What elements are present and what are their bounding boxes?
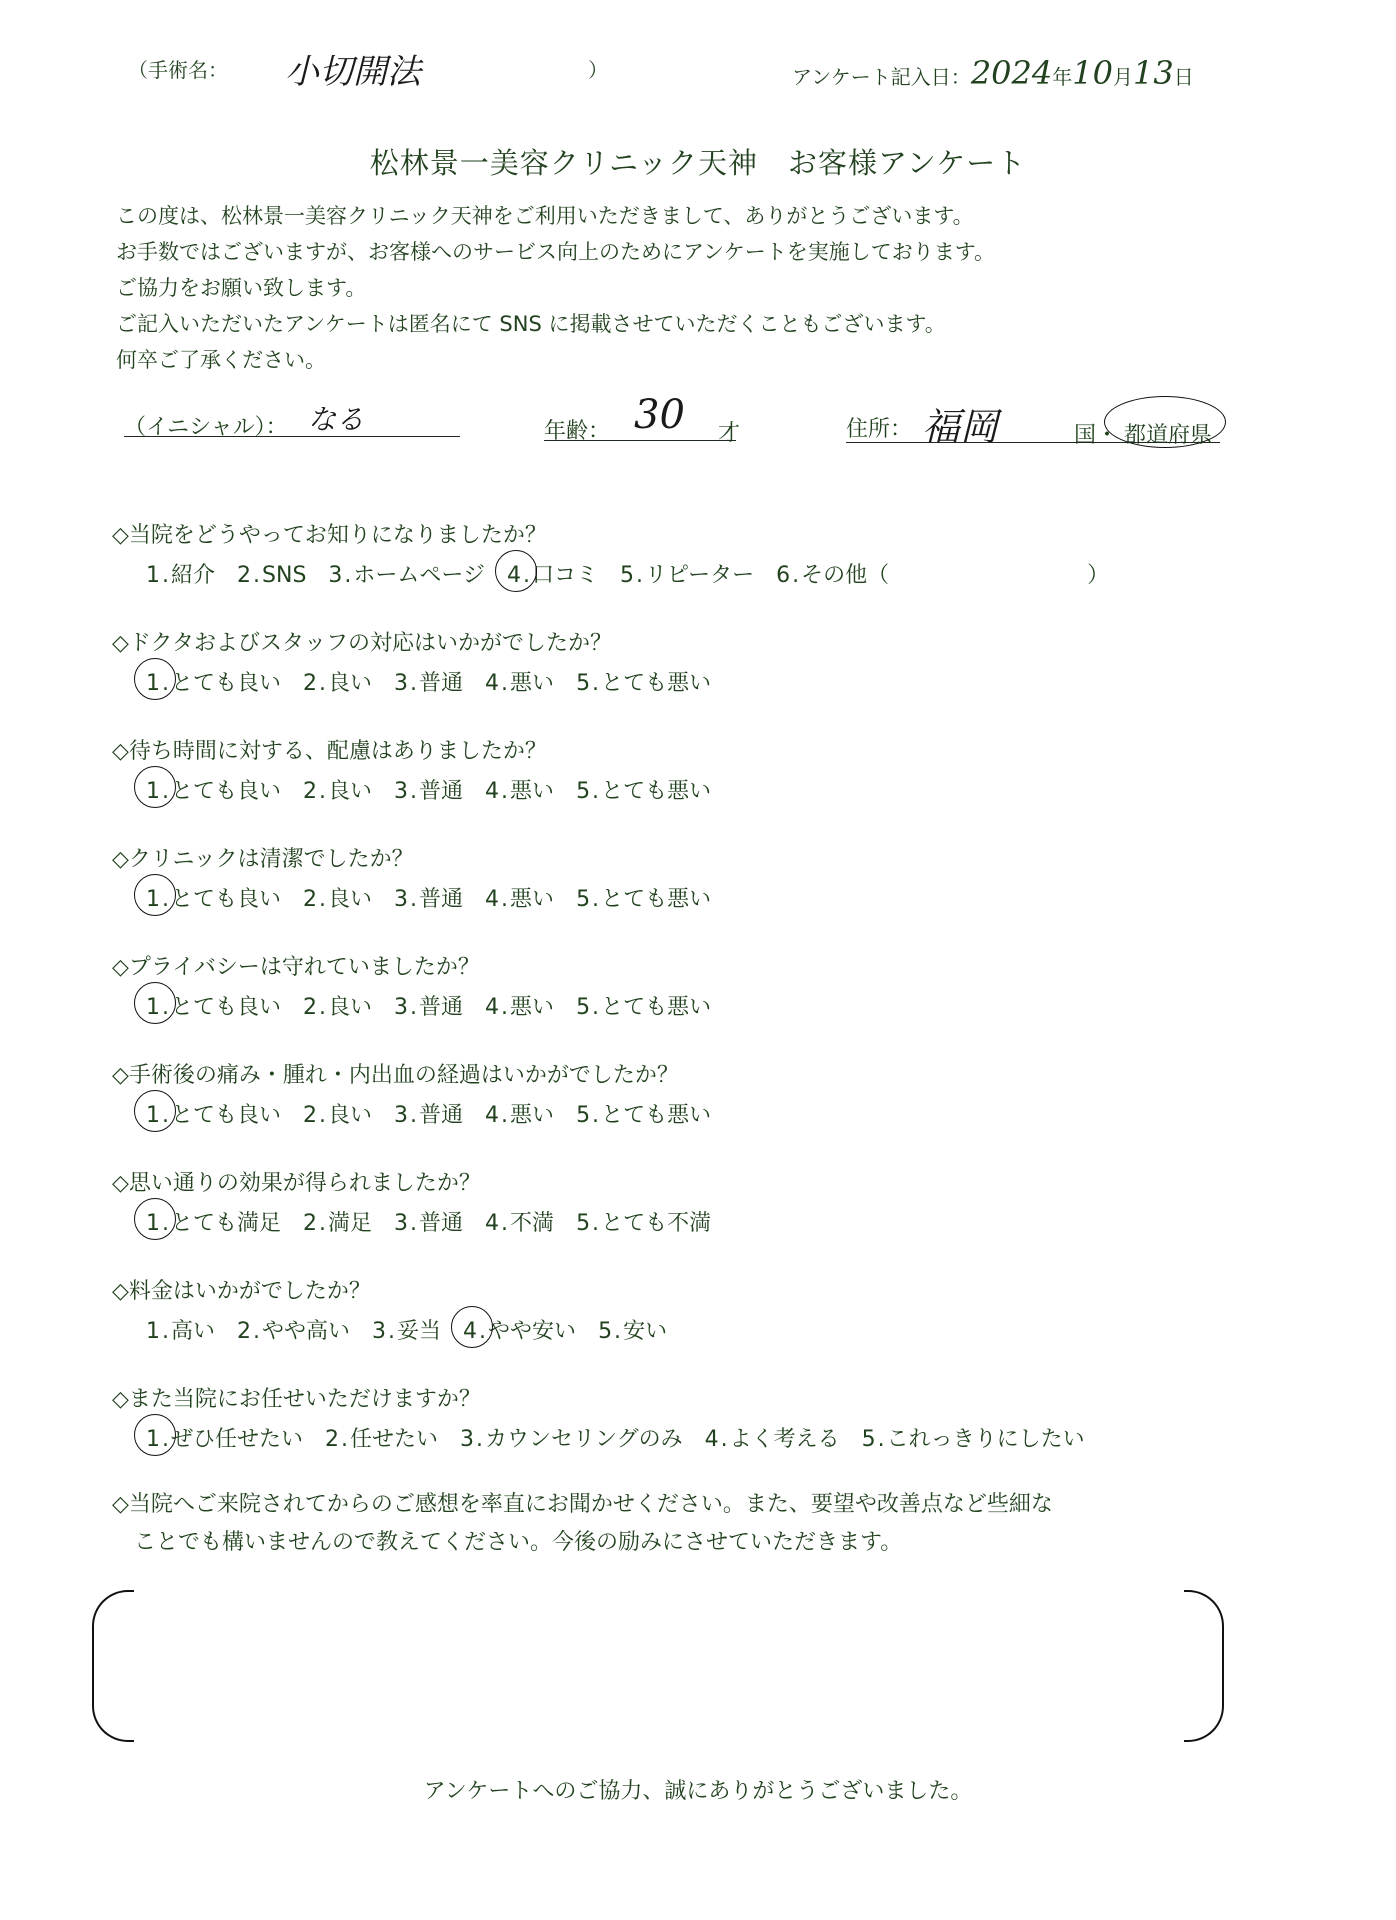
answer-option-label: 悪い [510, 1103, 555, 1128]
answer-option-number: 2. [303, 671, 329, 696]
answer-option-number: 1. [146, 779, 171, 804]
answer-option-label: 良い [328, 887, 373, 912]
answer-option[interactable] [303, 666, 372, 697]
answer-options [146, 1206, 733, 1237]
answer-option-label: 普通 [419, 779, 464, 804]
answer-option-label: とても良い [171, 1103, 282, 1128]
answer-option-label: 普通 [419, 1211, 464, 1236]
selected-answer-circle [134, 874, 176, 916]
question-text: ◇プライバシーは守れていましたか？ [112, 955, 480, 980]
answer-options [146, 774, 733, 805]
answer-option-number: 4. [704, 1427, 730, 1452]
answer-option-label: 良い [328, 995, 373, 1020]
answer-option-number: 1. [146, 1319, 171, 1344]
answer-option-label: カウンセリングのみ [485, 1427, 683, 1452]
thank-you-message: アンケートへのご協力、誠にありがとうございました。 [423, 1779, 973, 1804]
answer-option[interactable] [325, 1422, 438, 1453]
age-label: 年齢： [544, 419, 611, 444]
answer-option-label: 悪い [510, 779, 555, 804]
address-option-country[interactable]: 国・ [1074, 423, 1119, 448]
answer-option-label: とても悪い [601, 995, 712, 1020]
answer-option-number: 5. [576, 779, 602, 804]
intro-line: 何卒ご了承ください。 [116, 348, 326, 372]
question-text: ◇待ち時間に対する、配慮はありましたか？ [112, 739, 547, 764]
selected-answer-circle [134, 766, 176, 808]
answer-option-number: 1. [146, 887, 171, 912]
answer-option[interactable] [372, 1314, 441, 1345]
question-text: ◇当院をどうやってお知りになりましたか？ [112, 523, 547, 548]
answer-option[interactable] [146, 1206, 281, 1237]
answer-option-label: やや高い [262, 1319, 351, 1344]
question-2 [112, 626, 733, 697]
question-text: ◇また当院にお任せいただけますか？ [112, 1387, 481, 1412]
selected-answer-circle [134, 658, 176, 700]
answer-option-label: やや安い [488, 1319, 577, 1344]
answer-option-number: 4. [485, 1211, 511, 1236]
comment-box-left-bracket [92, 1590, 134, 1742]
answer-option-number: 4. [506, 563, 532, 588]
answer-option-label: とても良い [171, 779, 282, 804]
answer-option-label: とても良い [171, 995, 282, 1020]
answer-option-number: 3. [372, 1319, 398, 1344]
answer-option-number: 5. [576, 1103, 602, 1128]
answer-option[interactable] [576, 666, 711, 697]
selected-answer-circle [134, 982, 176, 1024]
answer-option[interactable] [146, 1098, 281, 1129]
intro-line: この度は、松林景一美容クリニック天神をご利用いただきまして、ありがとうございます。 [116, 204, 974, 228]
answer-option-label: 良い [328, 1103, 373, 1128]
question-text: ◇料金はいかがでしたか？ [112, 1279, 371, 1304]
answer-option[interactable] [328, 558, 485, 589]
answer-option-number: 1. [146, 1103, 171, 1128]
surgery-name-label: （手術名： [128, 58, 228, 82]
answer-option-label: とても悪い [601, 779, 712, 804]
answer-option[interactable] [146, 666, 281, 697]
answer-option[interactable] [394, 774, 463, 805]
selected-answer-circle [451, 1306, 493, 1348]
answer-option-number: 6. [776, 563, 802, 588]
answer-option-label: 悪い [510, 887, 555, 912]
answer-option-number: 2. [237, 1319, 263, 1344]
answer-options [146, 990, 733, 1021]
answer-options [146, 1314, 689, 1345]
answer-option-number: 1. [146, 671, 171, 696]
comment-prompt-line: ◇当院へご来院されてからのご感想を率直にお聞かせください。また、要望や改善点など些細な [112, 1492, 1053, 1517]
answer-option-number: 4. [463, 1319, 489, 1344]
answer-option-label: 普通 [419, 887, 464, 912]
answer-option-number: 4. [485, 1103, 511, 1128]
answer-option[interactable] [460, 1422, 683, 1453]
answer-option-label: とても良い [171, 671, 282, 696]
year-unit: 年 [1052, 65, 1073, 89]
answer-option-label: その他（ ） [801, 563, 1110, 588]
answer-option-number: 2. [303, 887, 329, 912]
answer-option-label: とても不満 [601, 1211, 712, 1236]
initial-label: （イニシャル）： [124, 415, 288, 440]
answer-option[interactable] [776, 558, 1109, 589]
answer-option-number: 3. [460, 1427, 486, 1452]
address-label: 住所： [846, 417, 913, 442]
survey-date-day[interactable]: 13 [1132, 54, 1174, 92]
answer-option-number: 4. [485, 995, 511, 1020]
answer-option[interactable] [862, 1422, 1085, 1453]
answer-option-number: 1. [146, 563, 171, 588]
answer-option[interactable] [394, 1206, 463, 1237]
answer-option[interactable] [507, 558, 598, 589]
answer-option-label: 紹介 [171, 563, 216, 588]
initial-field[interactable]: なる [308, 403, 365, 436]
page-title: 松林景一美容クリニック天神 お客様アンケート [369, 146, 1027, 180]
answer-option-number: 2. [325, 1427, 351, 1452]
day-unit: 日 [1173, 65, 1194, 89]
answer-option[interactable] [485, 774, 554, 805]
comment-prompt [112, 1486, 1053, 1562]
answer-options [146, 666, 733, 697]
answer-options [146, 882, 733, 913]
address-selection-circle [1104, 396, 1226, 448]
selected-answer-circle [134, 1198, 176, 1240]
answer-option-number: 5. [576, 887, 602, 912]
selected-answer-circle [134, 1414, 176, 1456]
answer-option[interactable] [705, 1422, 840, 1453]
answer-option[interactable] [146, 990, 281, 1021]
answer-option-label: リピーター [644, 563, 755, 588]
survey-date-month[interactable]: 10 [1072, 54, 1113, 92]
answer-option[interactable] [576, 882, 711, 913]
answer-option-label: 満足 [328, 1211, 373, 1236]
answer-option[interactable] [394, 882, 463, 913]
answer-option-label: とても満足 [171, 1211, 282, 1236]
answer-option-number: 5. [576, 671, 602, 696]
answer-option-number: 1. [146, 995, 171, 1020]
question-6 [112, 1058, 733, 1129]
selected-answer-circle [495, 550, 537, 592]
answer-option-number: 3. [394, 1103, 420, 1128]
question-1 [112, 518, 1131, 589]
intro-line: ご協力をお願い致します。 [116, 276, 367, 300]
answer-option-number: 3. [328, 563, 354, 588]
answer-option[interactable] [146, 774, 281, 805]
answer-option[interactable] [576, 774, 711, 805]
answer-option-number: 4. [485, 887, 511, 912]
answer-option-label: 不満 [510, 1211, 555, 1236]
answer-option[interactable] [394, 990, 463, 1021]
answer-option-number: 2. [237, 563, 263, 588]
answer-option-label: 悪い [510, 995, 555, 1020]
answer-option[interactable] [485, 1098, 554, 1129]
answer-option-label: 任せたい [350, 1427, 439, 1452]
answer-option[interactable] [146, 1314, 215, 1345]
answer-option-number: 3. [394, 887, 420, 912]
answer-option[interactable] [237, 563, 306, 588]
intro-text [116, 198, 995, 378]
surgery-name-close-paren: ） [588, 58, 608, 82]
question-8 [112, 1274, 689, 1345]
answer-option[interactable] [576, 1206, 711, 1237]
question-5 [112, 950, 733, 1021]
answer-option-number: 5. [576, 995, 602, 1020]
age-underline [544, 440, 736, 441]
question-3 [112, 734, 733, 805]
answer-option-number: 2. [303, 995, 329, 1020]
answer-option-label: 妥当 [397, 1319, 442, 1344]
answer-option-number: 5. [598, 1319, 624, 1344]
answer-option-label: 安い [623, 1319, 668, 1344]
answer-option-label: 普通 [419, 671, 464, 696]
answer-option[interactable] [485, 882, 554, 913]
answer-option-label: 高い [171, 1319, 216, 1344]
answer-option-number: 4. [485, 671, 511, 696]
answer-option-label: とても悪い [601, 887, 712, 912]
answer-option[interactable] [394, 1098, 463, 1129]
answer-option-label: SNS [262, 563, 307, 588]
answer-option-label: 普通 [419, 1103, 464, 1128]
answer-option-label: よく考える [729, 1427, 840, 1452]
answer-option-number: 5. [619, 563, 645, 588]
answer-option[interactable] [146, 1422, 303, 1453]
comment-prompt-line: ことでも構いませんので教えてください。今後の励みにさせていただきます。 [112, 1530, 903, 1555]
answer-options [146, 558, 1131, 589]
question-9 [112, 1382, 1107, 1453]
answer-option-label: 口コミ [531, 563, 598, 588]
answer-option[interactable] [485, 666, 554, 697]
survey-date [792, 54, 1194, 92]
question-7 [112, 1166, 733, 1237]
comment-box-right-bracket[interactable] [1184, 1590, 1224, 1742]
answer-option-number: 2. [303, 1103, 329, 1128]
answer-option-label: ホームページ [353, 563, 485, 588]
survey-date-year[interactable]: 2024 [970, 54, 1053, 92]
question-text: ◇クリニックは清潔でしたか？ [112, 847, 414, 872]
answer-option-number: 3. [394, 779, 420, 804]
question-4 [112, 842, 733, 913]
month-unit: 月 [1112, 65, 1133, 89]
answer-option[interactable] [146, 558, 215, 589]
answer-option[interactable] [303, 774, 372, 805]
intro-line: ご記入いただいたアンケートは匿名にて SNS に掲載させていただくこともございます。 [116, 312, 946, 336]
question-text: ◇ドクタおよびスタッフの対応はいかがでしたか？ [112, 631, 613, 656]
answer-option-number: 3. [394, 671, 420, 696]
answer-option[interactable] [463, 1314, 576, 1345]
answer-option[interactable] [303, 990, 372, 1021]
answer-option[interactable] [485, 1206, 554, 1237]
answer-option-number: 5. [861, 1427, 887, 1452]
answer-option[interactable] [598, 1314, 667, 1345]
address-field[interactable]: 福岡 [922, 405, 999, 449]
answer-option-label: とても良い [171, 887, 282, 912]
answer-option[interactable] [303, 1206, 372, 1237]
answer-option-label: とても悪い [601, 671, 712, 696]
answer-option-label: これっきりにしたい [886, 1427, 1085, 1452]
answer-option-label: 良い [328, 671, 373, 696]
question-text: ◇思い通りの効果が得られましたか？ [112, 1171, 481, 1196]
survey-date-label: アンケート記入日： [792, 65, 971, 89]
answer-options [146, 1098, 733, 1129]
answer-option-label: 悪い [510, 671, 555, 696]
answer-options [146, 1422, 1107, 1453]
answer-option-label: 普通 [419, 995, 464, 1020]
answer-option[interactable] [620, 558, 754, 589]
address-underline [846, 442, 1220, 443]
answer-option[interactable] [576, 1098, 711, 1129]
age-unit: 才 [718, 421, 741, 446]
answer-option-number: 3. [394, 995, 420, 1020]
surgery-name-value[interactable]: 小切開法 [285, 52, 421, 92]
answer-option-number: 1. [146, 1427, 171, 1452]
answer-option-number: 3. [394, 1211, 420, 1236]
answer-option-number: 2. [303, 1211, 329, 1236]
age-field[interactable]: 30 [634, 392, 685, 438]
answer-option[interactable] [146, 882, 281, 913]
answer-option[interactable] [303, 882, 372, 913]
answer-option[interactable] [237, 1314, 350, 1345]
intro-line: お手数ではございますが、お客様へのサービス向上のためにアンケートを実施しております。 [116, 240, 996, 264]
address-option-prefecture[interactable]: 都道府県 [1124, 423, 1213, 448]
answer-option-number: 1. [146, 1211, 171, 1236]
answer-option[interactable] [303, 1098, 372, 1129]
answer-option[interactable] [485, 990, 554, 1021]
answer-option[interactable] [394, 666, 463, 697]
initial-underline [124, 436, 460, 437]
selected-answer-circle [134, 1090, 176, 1132]
answer-option-label: 良い [328, 779, 373, 804]
answer-option-label: ぜひ任せたい [171, 1427, 304, 1452]
answer-option-number: 2. [303, 779, 329, 804]
answer-option-label: とても悪い [601, 1103, 712, 1128]
answer-option-number: 5. [576, 1211, 602, 1236]
question-text: ◇手術後の痛み・腫れ・内出血の経過はいかがでしたか？ [112, 1063, 679, 1088]
answer-option-number: 4. [485, 779, 511, 804]
answer-option[interactable] [576, 990, 711, 1021]
